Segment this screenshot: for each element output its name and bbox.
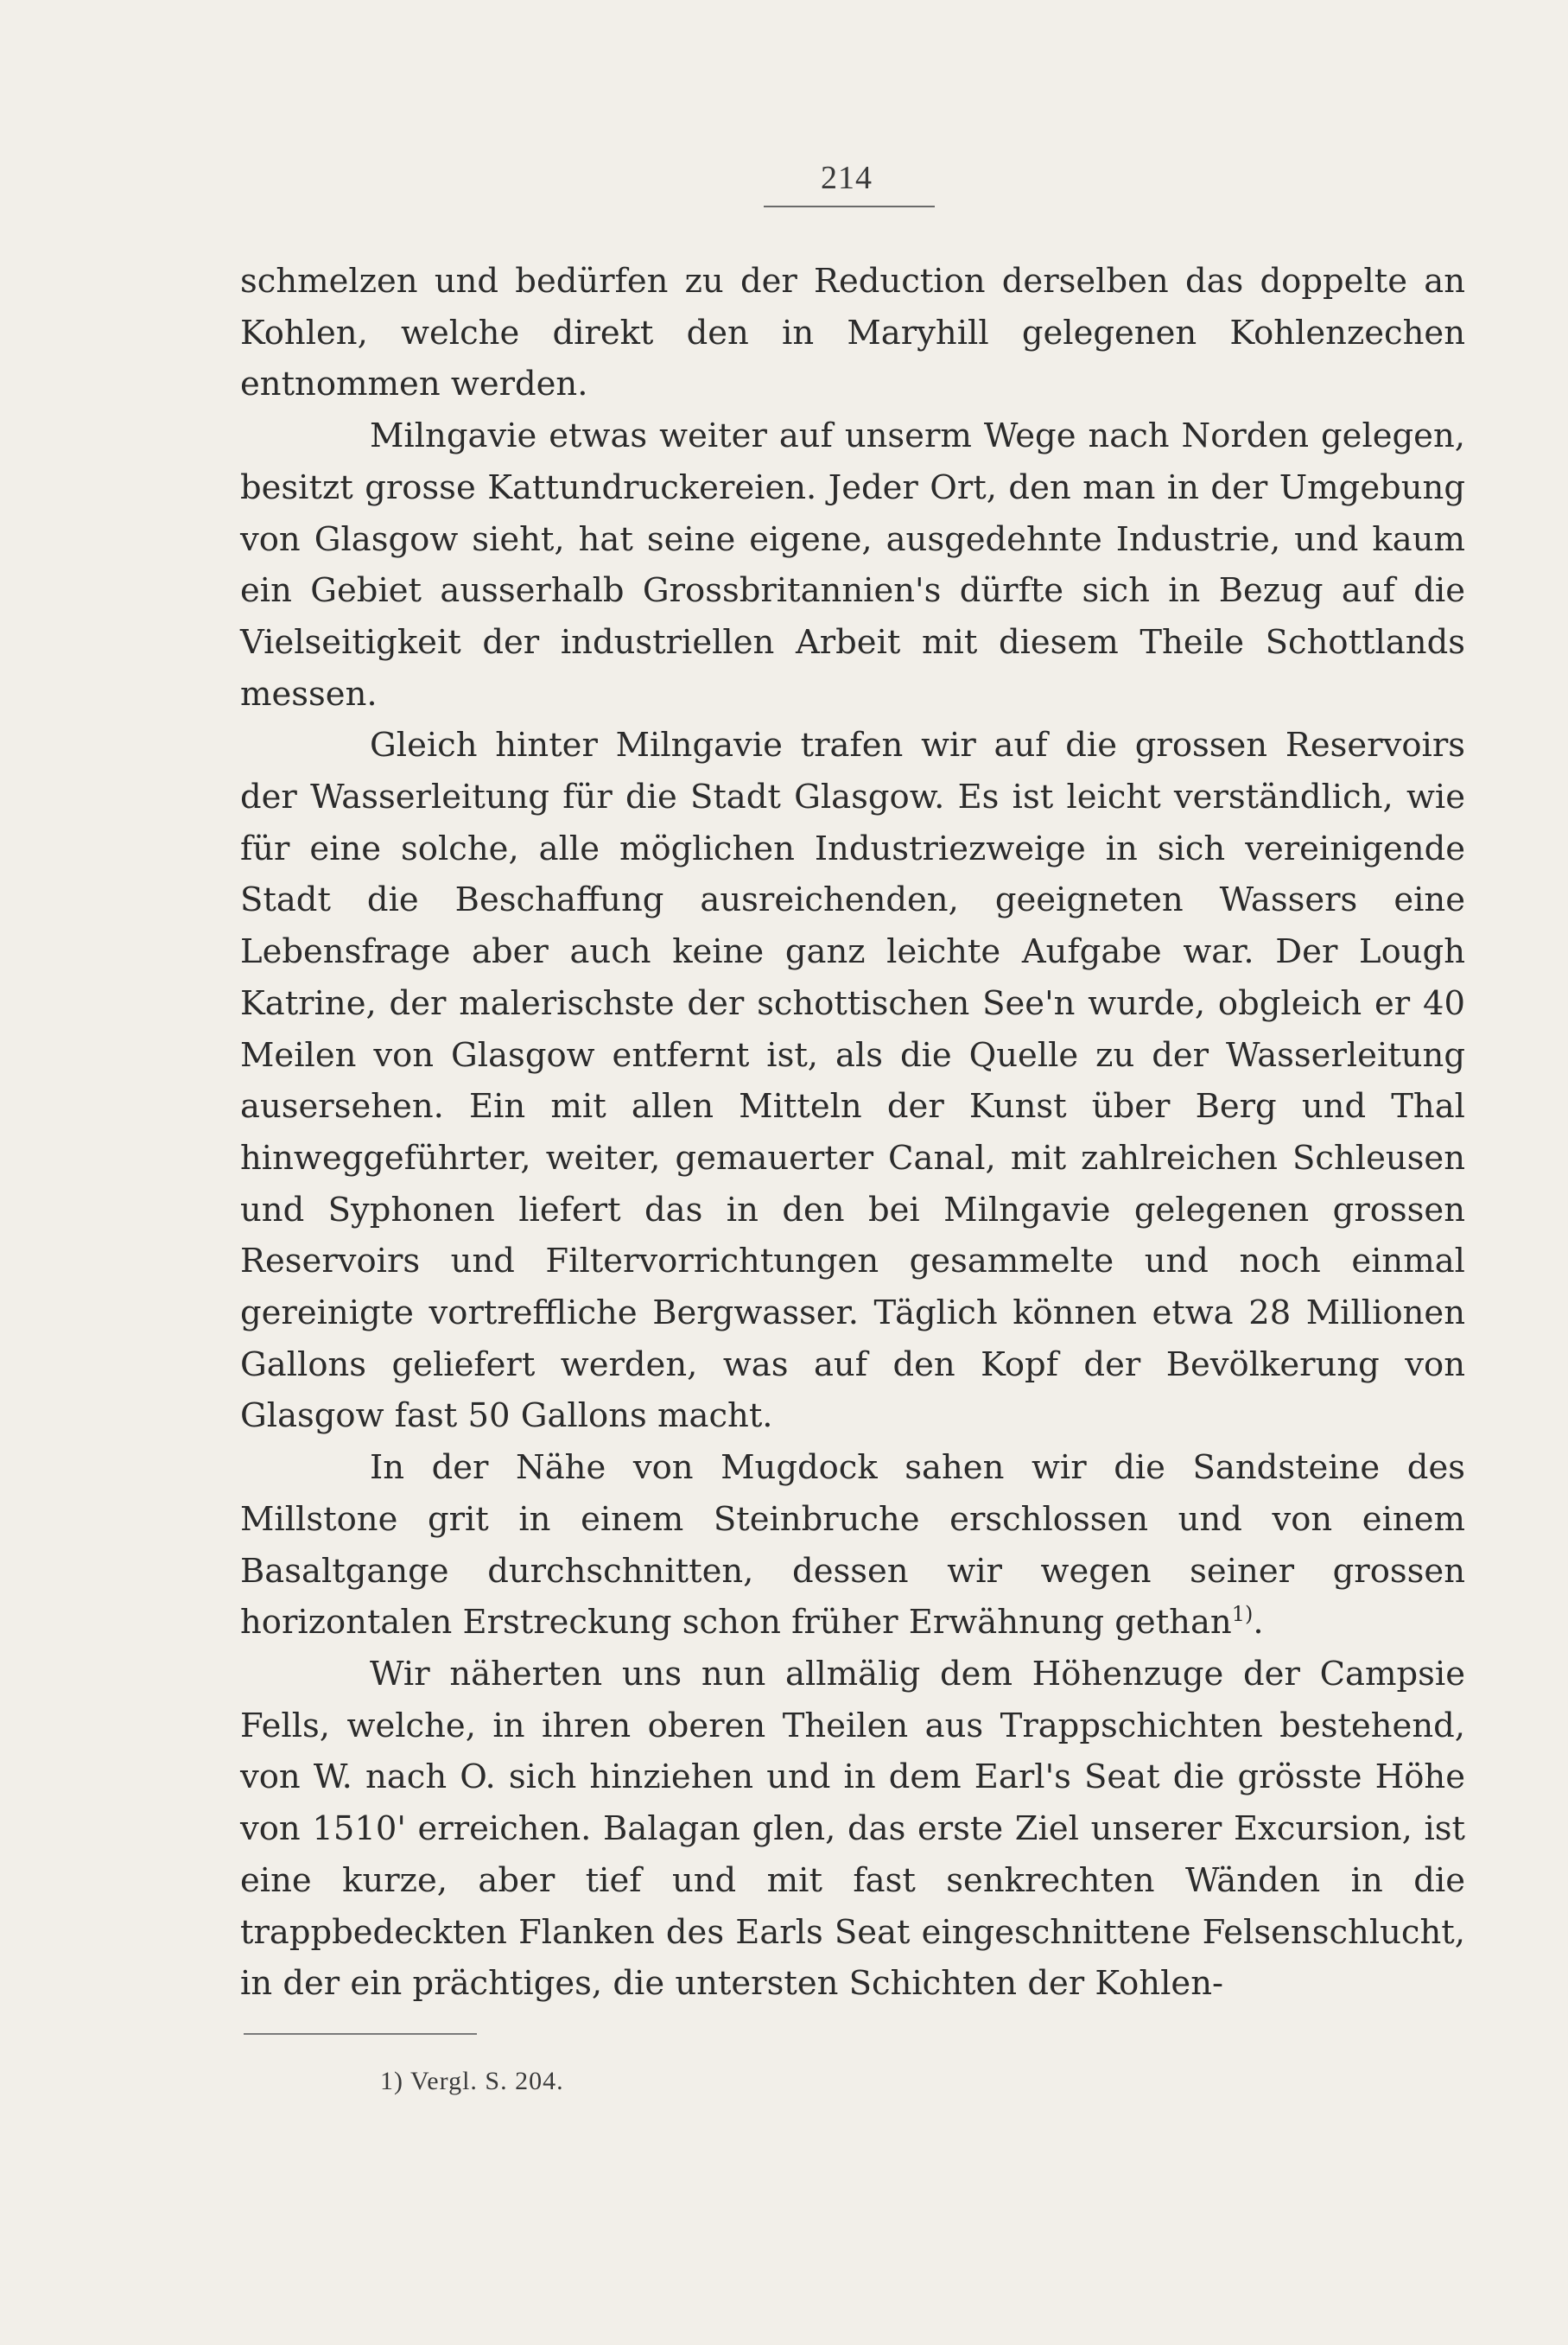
paragraph-1: schmelzen und bedürfen zu der Reduction derselben das doppelte an Kohlen, welche direkt den in Maryhill gelegenen Kohlenzechen entnommen werden. <box>240 262 1465 404</box>
footnote-rule <box>244 2033 477 2035</box>
body-text <box>240 256 1465 2010</box>
paragraph-5: Wir näherten uns nun allmälig dem Höhenzuge der Campsie Fells, welche, in ihren oberen Theilen aus Trappschichten bestehend, von W. nach O. sich hinziehen und in dem Earl's Seat die grösste Höhe von 1510' erreichen. Balagan glen, das erste Ziel unserer Excursion, ist eine kurze, aber tief und mit fast senkrechten Wänden in die trappbedeckten Flanken des Earls Seat eingeschnittene Felsenschlucht, in der ein prächtiges, die untersten Schichten der Kohlen- <box>240 1654 1465 2004</box>
page-number: 214 <box>821 160 873 196</box>
footnote-text: Vergl. S. 204. <box>409 2067 564 2095</box>
footnote-mark: 1) <box>380 2067 403 2095</box>
footnote <box>380 2067 564 2096</box>
paragraph-4-text: In der Nähe von Mugdock sahen wir die Sandsteine des Millstone grit in einem Steinbruche erschlossen und von einem Basaltgange durchschnitten, dessen wir wegen seiner grossen horizontalen Erstreckung schon früher Erwähnung gethan <box>240 1448 1465 1643</box>
paragraph-2: Milngavie etwas weiter auf unserm Wege nach Norden gelegen, besitzt grosse Kattundruckereien. Jeder Ort, den man in der Umgebung von Glasgow sieht, hat seine eigene, ausgedehnte Industrie, und kaum ein Gebiet ausserhalb Grossbritannien's dürfte sich in Bezug auf die Vielseitigkeit der industriellen Arbeit mit diesem Theile Schottlands messen. <box>240 416 1465 714</box>
paragraph-4 <box>240 1442 1465 1649</box>
paragraph-3: Gleich hinter Milngavie trafen wir auf die grossen Reservoirs der Wasserleitung für die Stadt Glasgow. Es ist leicht verständlich, wie für eine solche, alle möglichen Industriezweige in sich vereinigende Stadt die Beschaffung ausreichenden, geeigneten Wassers eine Lebensfrage aber auch keine ganz leichte Aufgabe war. Der Lough Katrine, der malerischste der schottischen See'n wurde, obgleich er 40 Meilen von Glasgow entfernt ist, als die Quelle zu der Wasserleitung ausersehen. Ein mit allen Mitteln der Kunst über Berg und Thal hinweggeführter, weiter, gemauerter Canal, mit zahlreichen Schleusen und Syphonen liefert das in den bei Milngavie gelegenen grossen Reservoirs und Filtervorrichtungen gesammelte und noch einmal gereinigte vortreffliche Bergwasser. Täglich können etwa 28 Millionen Gallons geliefert werden, was auf den Kopf der Bevölkerung von Glasgow fast 50 Gallons macht. <box>240 726 1465 1436</box>
footnote-reference: 1) <box>1231 1602 1254 1627</box>
header-rule <box>764 206 935 207</box>
paragraph-4-tail: . <box>1253 1603 1264 1643</box>
